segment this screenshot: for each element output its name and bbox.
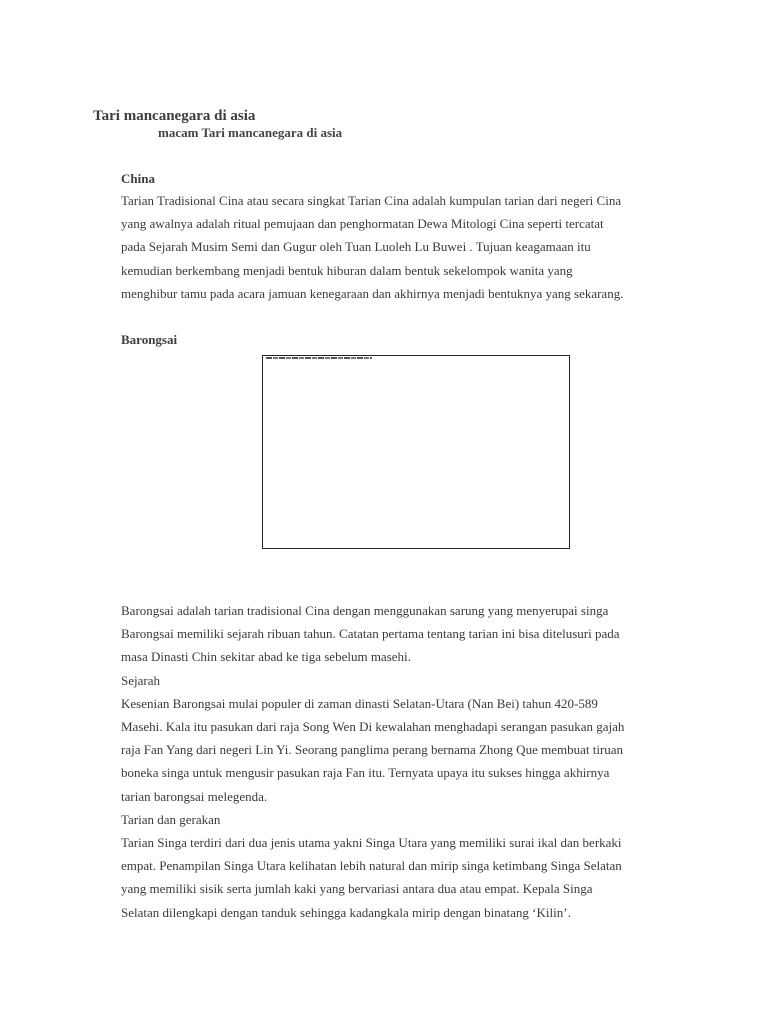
text-line: Selatan dilengkapi dengan tanduk sehingga kadangkala mirip dengan binatang ‘Kilin’. [121, 904, 571, 920]
text-line: boneka singa untuk mengusir pasukan raja Fan itu. Ternyata upaya itu sukses hingga akhirnya [121, 765, 610, 781]
text-line: Barongsai memiliki sejarah ribuan tahun. Catatan pertama tentang tarian ini bisa ditelusuri pada [121, 626, 620, 642]
subheading-sejarah: Sejarah [121, 672, 160, 688]
text-line: yang awalnya adalah ritual pemujaan dan penghormatan Dewa Mitologi Cina seperti tercatat [121, 216, 604, 232]
text-line: menghibur tamu pada acara jamuan kenegaraan dan akhirnya menjadi bentuknya yang sekarang. [121, 285, 624, 301]
subheading-tarian-dan-gerakan: Tarian dan gerakan [121, 811, 221, 827]
text-line: Kesenian Barongsai mulai populer di zaman dinasti Selatan-Utara (Nan Bei) tahun 420-589 [121, 695, 598, 711]
paragraph-china [121, 189, 681, 305]
barongsai-image-placeholder [262, 355, 570, 549]
text-line: yang memiliki sisik serta jumlah kaki yang bervariasi antara dua atau empat. Kepala Singa [121, 881, 593, 897]
text-line: masa Dinasti Chin sekitar abad ke tiga sebelum masehi. [121, 649, 411, 665]
text-line: Tarian Tradisional Cina atau secara singkat Tarian Cina adalah kumpulan tarian dari negeri Cina [121, 193, 622, 208]
paragraph-barongsai [121, 599, 681, 924]
image-caption-strip [266, 357, 372, 359]
text-line: Tarian Singa terdiri dari dua jenis utama yakni Singa Utara yang memiliki surai ikal dan berkaki [121, 835, 622, 851]
text-line: pada Sejarah Musim Semi dan Gugur oleh Tuan Luoleh Lu Buwei . Tujuan keagamaan itu [121, 239, 591, 255]
text-line: Barongsai adalah tarian tradisional Cina dengan menggunakan sarung yang menyerupai singa [121, 603, 609, 618]
text-line: kemudian berkembang menjadi bentuk hiburan dalam bentuk sekelompok wanita yang [121, 262, 573, 278]
document-title: Tari mancanegara di asia [93, 108, 256, 124]
text-line: Masehi. Kala itu pasukan dari raja Song Wen Di kewalahan menghadapi serangan pasukan gajah [121, 719, 625, 735]
section-heading-china: China [121, 171, 155, 186]
text-line: tarian barongsai melegenda. [121, 788, 268, 804]
document-subtitle: macam Tari mancanegara di asia [158, 125, 343, 140]
section-heading-barongsai: Barongsai [121, 332, 178, 347]
text-line: empat. Penampilan Singa Utara kelihatan lebih natural dan mirip singa ketimbang Singa Selatan [121, 858, 622, 874]
text-line: raja Fan Yang dari negeri Lin Yi. Seorang panglima perang bernama Zhong Que membuat tiruan [121, 742, 624, 758]
